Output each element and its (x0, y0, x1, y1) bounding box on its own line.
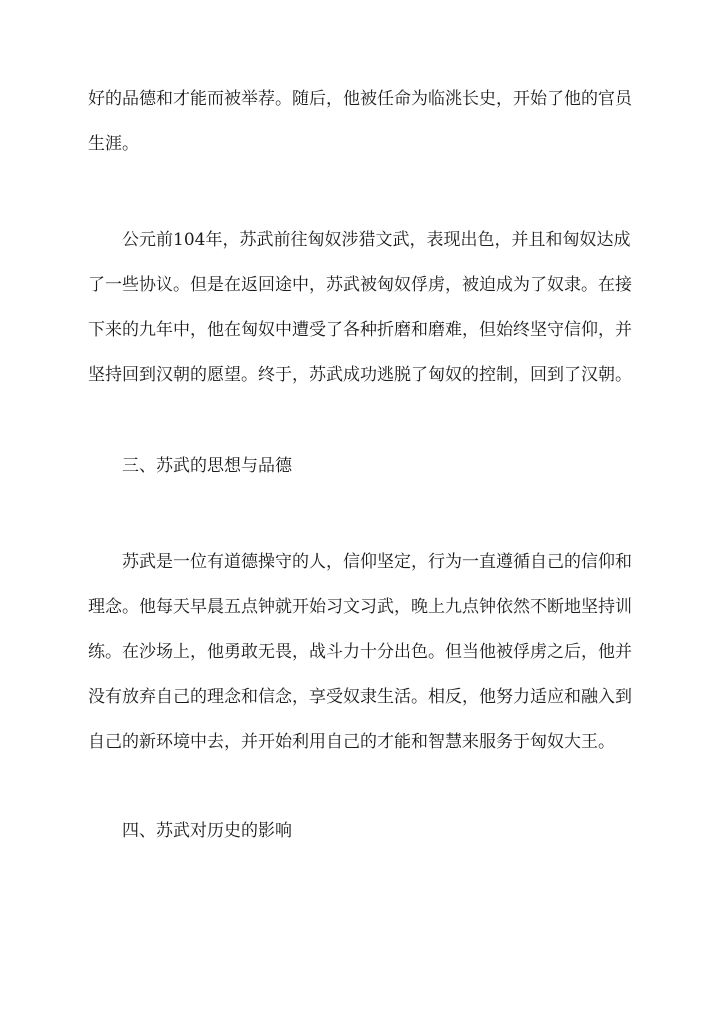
paragraph-line: 没有放弃自己的理念和信念，享受奴隶生活。相反，他努力适应和融入到 (88, 687, 632, 707)
paragraph-line: 练。在沙场上，他勇敢无畏，战斗力十分出色。但当他被俘虏之后，他并 (88, 642, 632, 662)
paragraph-line: 好的品德和才能而被举荐。随后，他被任命为临洮长史，开始了他的官员 (88, 89, 632, 109)
paragraph-line: 苏武是一位有道德操守的人，信仰坚定，行为一直遵循自己的信仰和 (88, 552, 632, 572)
paragraph-line: 自己的新环境中去，并开始利用自己的才能和智慧来服务于匈奴大王。 (88, 732, 615, 752)
paragraph-xiongnu-captivity (88, 218, 648, 398)
paragraph-line: 理念。他每天早晨五点钟就开始习文习武，晚上九点钟依然不断地坚持训 (88, 597, 632, 617)
paragraph-line: 生涯。 (88, 134, 139, 154)
section-heading-historical-impact: 四、苏武对历史的影响 (122, 821, 292, 841)
paragraph-line: 了一些协议。但是在返回途中，苏武被匈奴俘虏，被迫成为了奴隶。在接 (88, 275, 632, 295)
paragraph-line: 公元前104年，苏武前往匈奴涉猎文武，表现出色，并且和匈奴达成 (88, 230, 631, 250)
paragraph-career-start (88, 77, 648, 167)
paragraph-line: 坚持回到汉朝的愿望。终于，苏武成功逃脱了匈奴的控制，回到了汉朝。 (88, 365, 632, 385)
section-heading-thought-virtue: 三、苏武的思想与品德 (122, 456, 292, 476)
paragraph-line: 下来的九年中，他在匈奴中遭受了各种折磨和磨难，但始终坚守信仰，并 (88, 320, 632, 340)
paragraph-thought-virtue (88, 540, 648, 765)
